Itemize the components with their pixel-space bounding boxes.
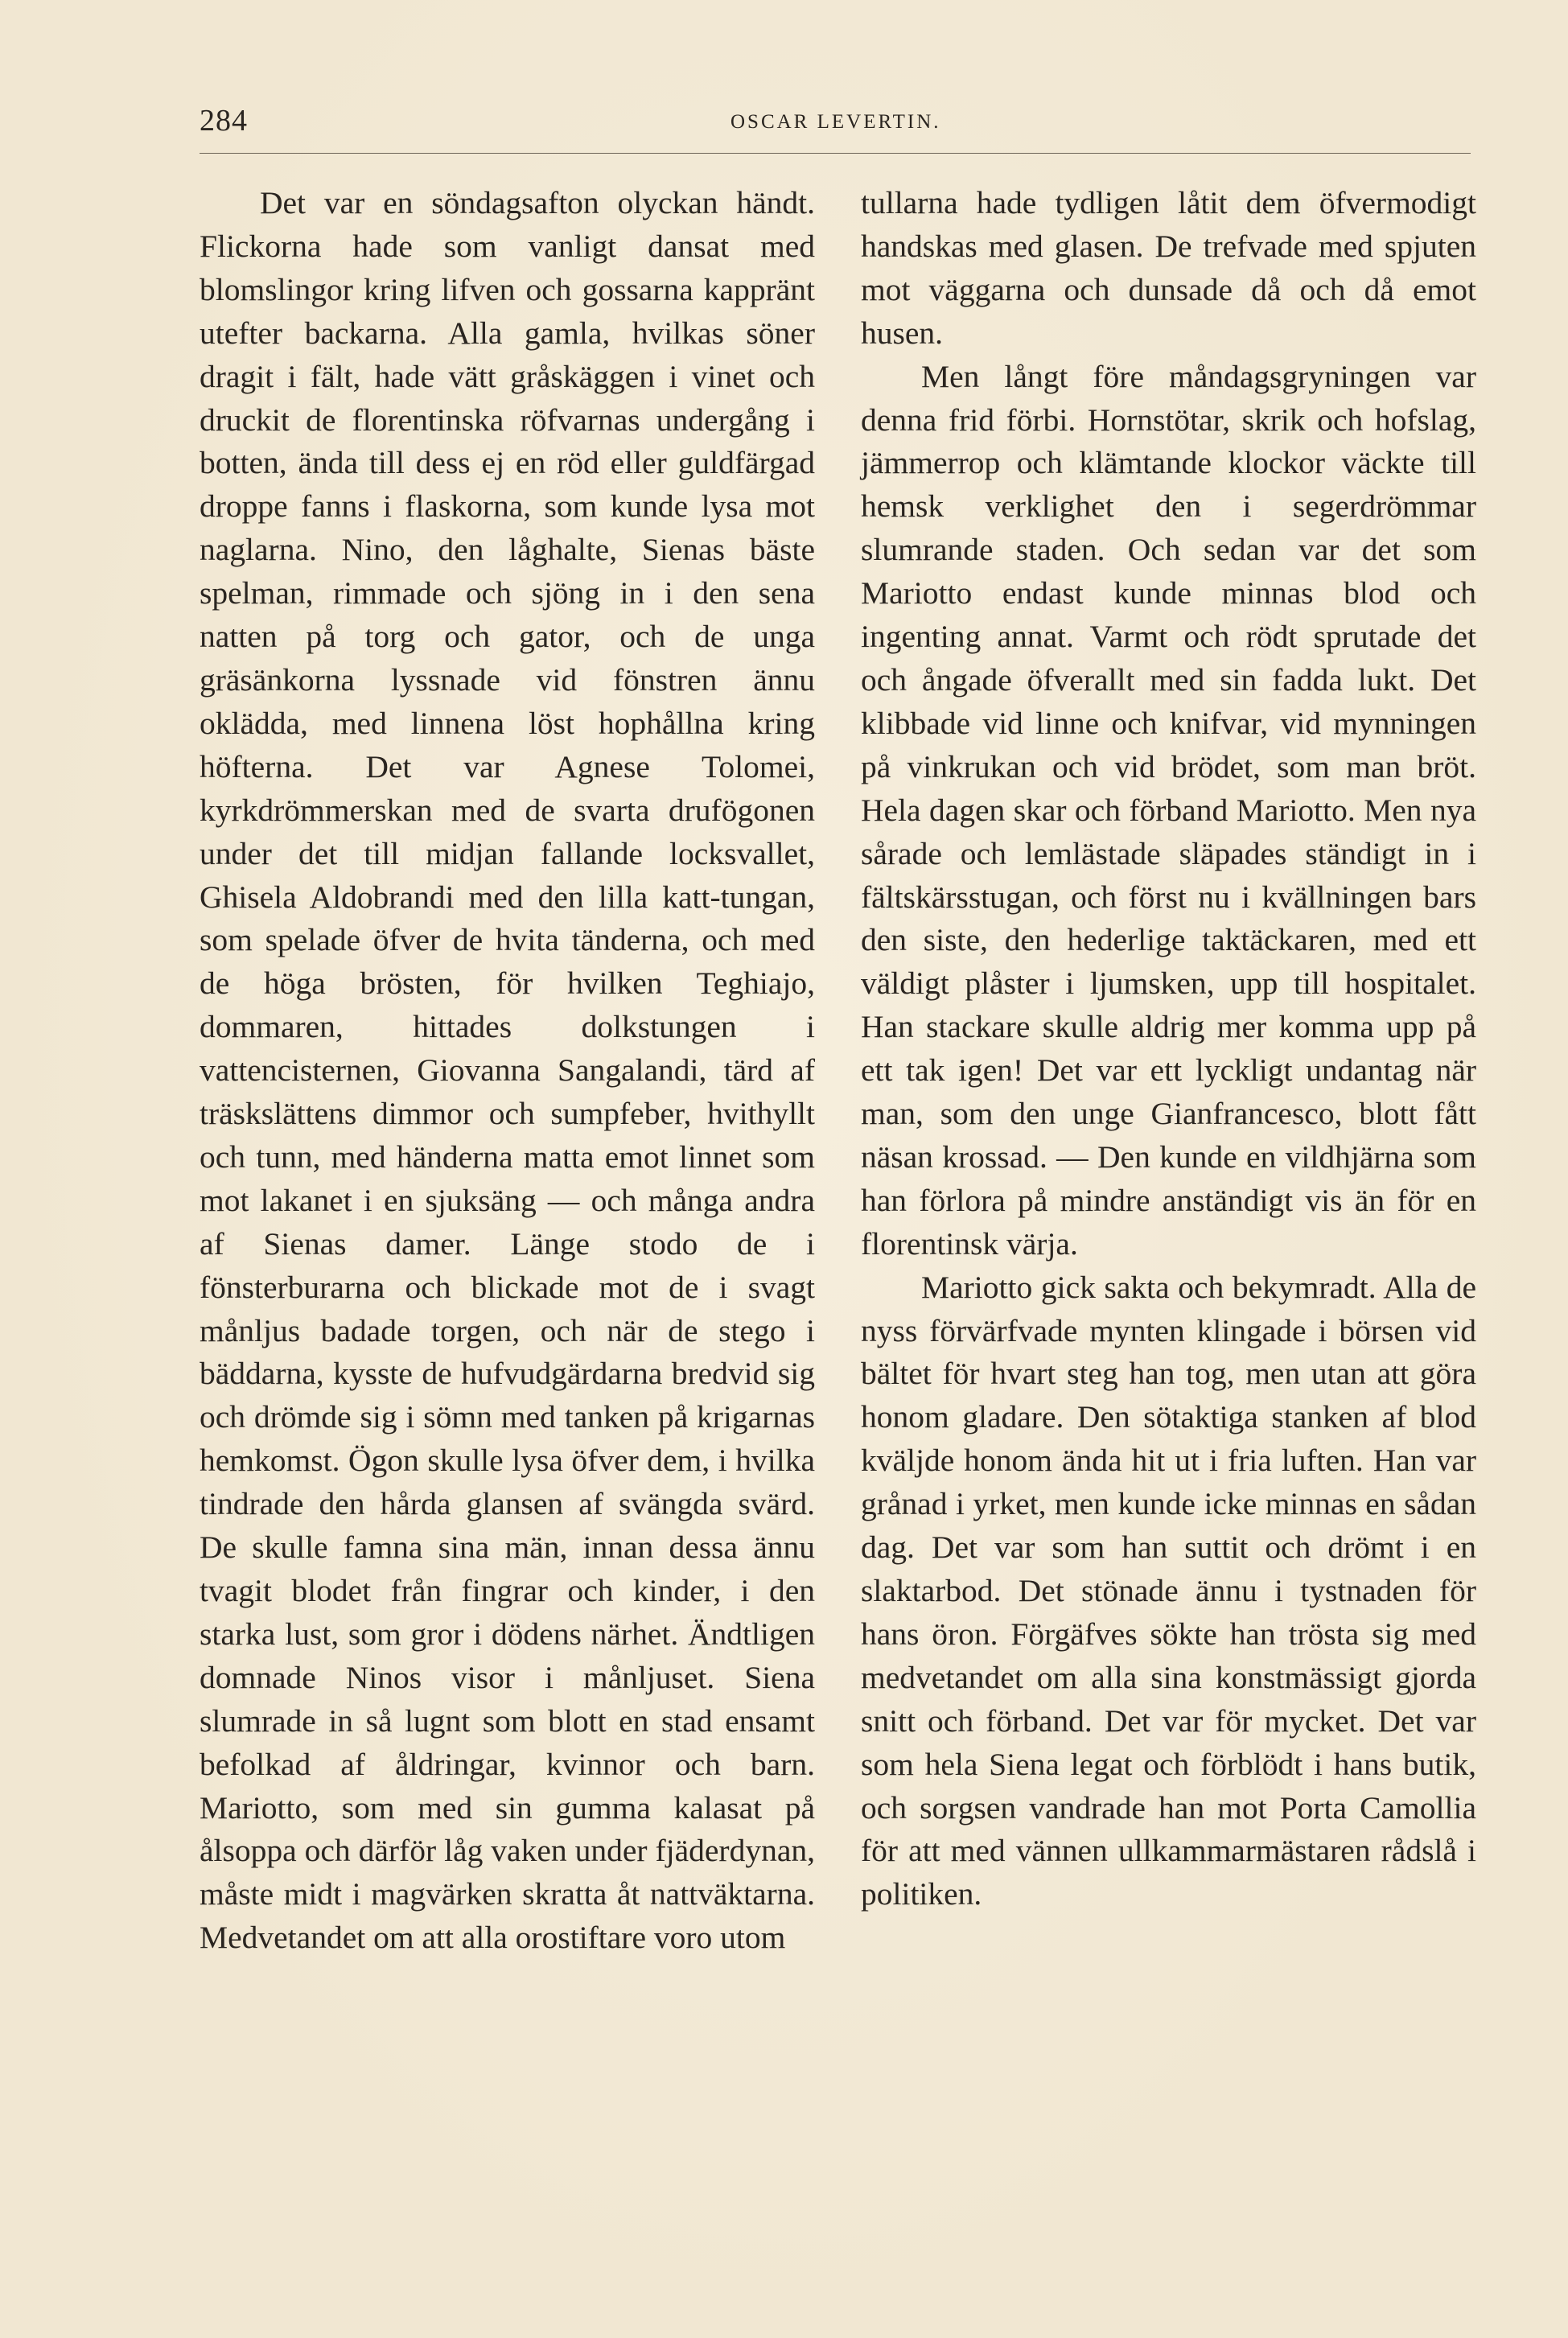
page-header — [200, 103, 1471, 151]
header-rule — [200, 153, 1471, 154]
paragraph: Men långt före måndagsgryningen var denna frid förbi. Hornstötar, skrik och hofslag, jämmerrop och klämtande klockor väckte till hemsk verklighet den i segerdrömmar slumrande staden. Och sedan var det som Mariotto endast kunde minnas blod och ingenting annat. Varmt och rödt sprutade det och ångade öfverallt med sin fadda lukt. Det klibbade vid linne och knifvar, vid mynningen på vinkrukan och vid brödet, som man bröt. Hela dagen skar och förband Mariotto. Men nya sårade och lemlästade släpades ständigt in i fältskärsstugan, och först nu i kvällningen bars den siste, den hederlige taktäckaren, med ett väldigt plåster i ljumsken, upp till hospitalet. Han stackare skulle aldrig mer komma upp på ett tak igen! Det var ett lyckligt undantag när man, som den unge Gianfrancesco, blott fått näsan krossad. — Den kunde en vildhjärna som han förlora på mindre anständigt vis än för en florentinsk värja. — [861, 358, 1476, 1262]
paragraph: Det var en söndagsafton olyckan händt. Flickorna hade som vanligt dansat med blomslingor kring lifven och gossarna kappränt utefter backarna. Alla gamla, hvilkas söner dragit i fält, hade vätt gråskäggen i vinet och druckit de florentinska röfvarnas undergång i botten, ända till dess ej en röd eller guldfärgad droppe fanns i flaskorna, som kunde lysa mot naglarna. Nino, den låghalte, Sienas bäste spelman, rimmade och sjöng in i den sena natten på torg och gator, och de unga gräsänkorna lyssnade vid fönstren ännu okläddа, med linnena löst hophållna kring höfterna. Det var Agnese Tolomei, kyrkdrömmerskan med de svarta drufögonen under det till midjan fallande locksvallet, Ghisela Aldobrandi med den lilla katt-tungan, som spelade öfver de hvita tänderna, och med de höga brösten, för hvilken Teghiajo, dommaren, hittades dolkstungen i vattencisternen, Giovanna Sangalandi, tärd af träskslättens dimmor och sumpfeber, hvithyllt och tunn, med händerna matta emot linnet som mot lakanet i en sjuksäng — och många andra af Sienas damer. Länge stodo de i fönsterburarna och blickade mot de i svagt månljus badade torgen, och när de stego i bäddarna, kysste de hufvudgärdarna bredvid sig och drömde sig i sömn med tanken på krigarnas hemkomst. Ögon skulle lysa öfver dem, i hvilka tindrade den hårda glansen af svängda svärd. De skulle famna sina män, innan dessa ännu tvagit blodet från fingrar och kinder, i den starka lust, som gror i dödens närhet. Ändtligen domnade Ninos visor i månljuset. Siena slumrade in så lugnt som blott en stad ensamt befolkad af åldringar, kvinnor och barn. Mariotto, som med sin gumma kalasat på ålsoppa och därför låg vaken under fjäderdynan, måste midt i magvärken skratta åt nattväktarna. Medvetandet om att alla orostiftare voro utom — [200, 185, 815, 1956]
paragraph: Mariotto gick sakta och bekymradt. Alla de nyss förvärfvade mynten klingade i börsen vid bältet för hvart steg han tog, men utan att göra honom gladare. Den sötaktiga stanken af blod kväljde honom ända hit ut i fria luften. Han var grånad i yrket, men kunde icke minnas en sådan dag. Det var som han suttit och drömt i en slaktarbod. Det stönade ännu i tystnaden för hans öron. Förgäfves sökte han trösta sig med medvetandet om alla sina konstmässigt gjorda snitt och förband. Det var för mycket. Det var som hela Siena legat och förblödt i hans butik, och sorgsen vandrade han mot Porta Camollia för att med vännen ullkammarmästaren rådslå i politiken. — [861, 1269, 1476, 1912]
right-text-column — [861, 182, 1476, 1916]
left-text-column — [200, 182, 815, 1960]
running-head: OSCAR LEVERTIN. — [730, 111, 941, 133]
paragraph: tullarna hade tydligen låtit dem öfvermodigt handskas med glasen. De trefvade med spjuten mot väggarna och dunsade då och då emot husen. — [861, 185, 1476, 351]
page-number: 284 — [200, 104, 248, 138]
